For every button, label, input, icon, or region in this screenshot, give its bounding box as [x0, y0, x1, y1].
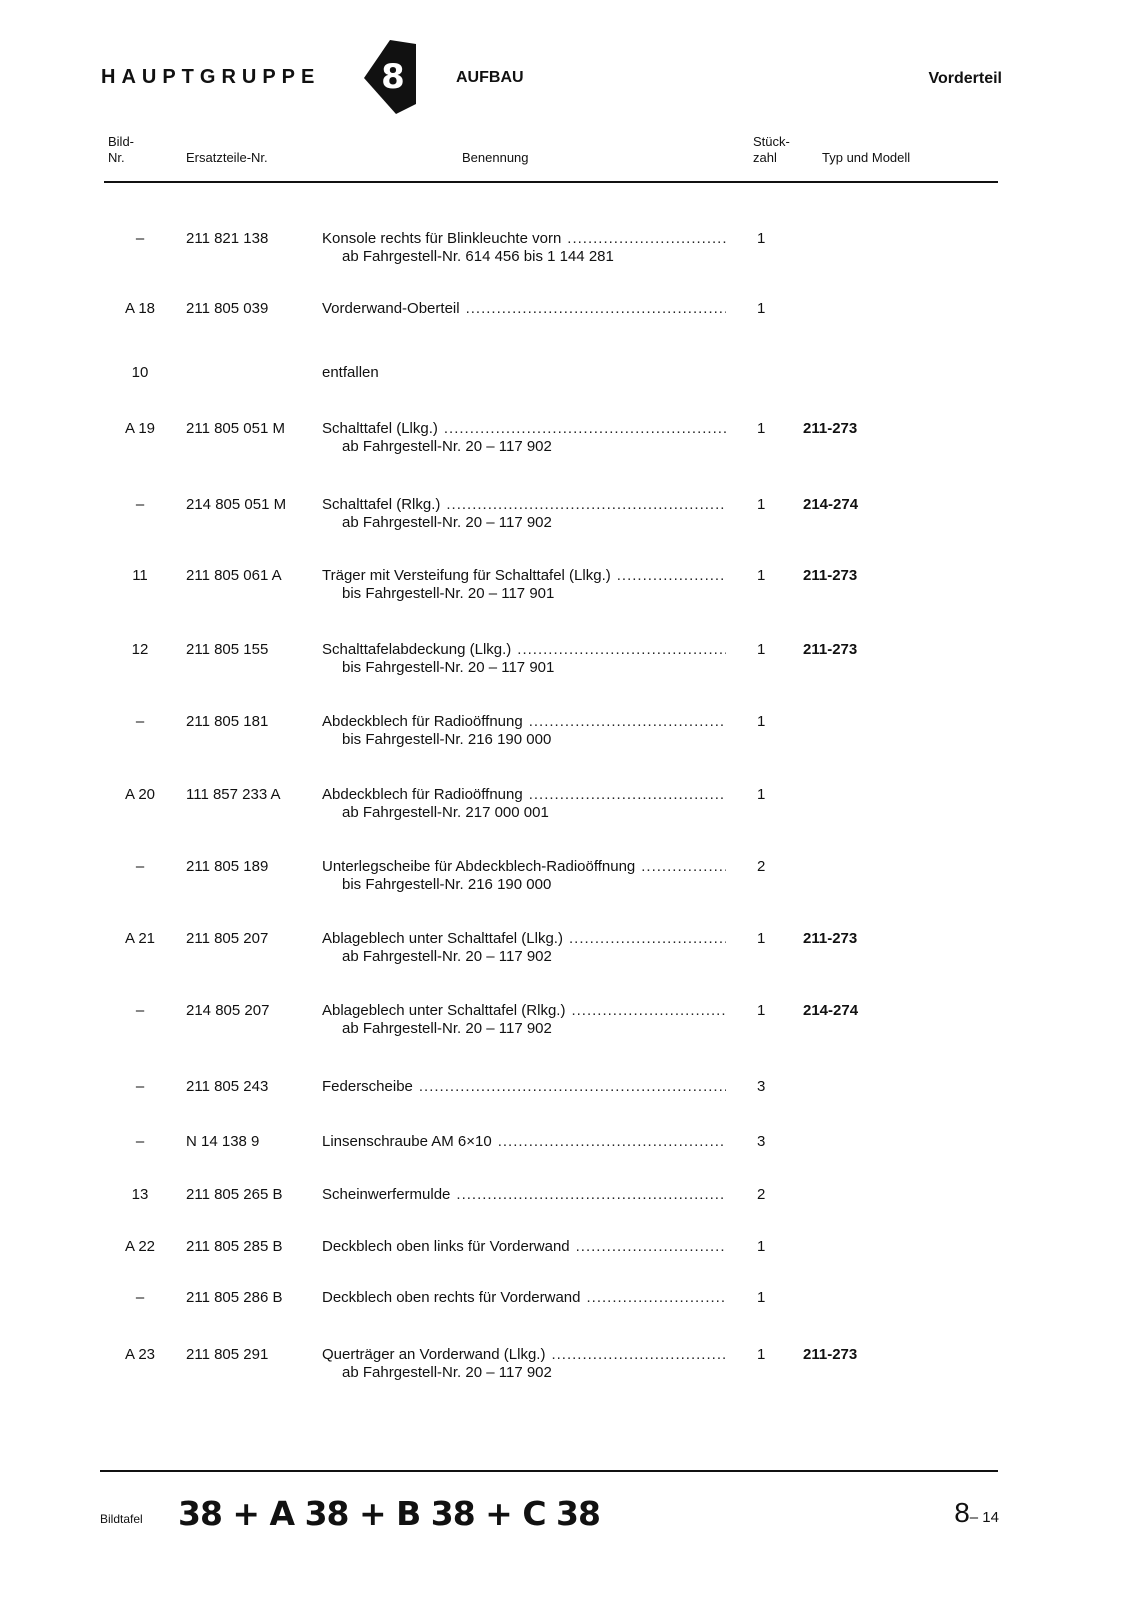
cell-benennung	[322, 1289, 726, 1306]
cell-stueckzahl: 1	[757, 786, 766, 803]
dot-leader	[576, 1238, 726, 1255]
main-group-label: HAUPTGRUPPE	[101, 66, 321, 88]
table-row	[0, 641, 1142, 687]
benennung-text: Federscheibe	[322, 1078, 413, 1095]
cell-bild-nr: –	[135, 1002, 145, 1019]
cell-benennung	[322, 1238, 726, 1255]
cell-bild-nr: 12	[131, 641, 149, 658]
dot-leader	[569, 930, 726, 947]
cell-bild-nr: –	[135, 858, 145, 875]
cell-benennung	[322, 858, 726, 893]
bildtafel-value: 38 + A 38 + B 38 + C 38	[178, 1494, 600, 1533]
cell-stueckzahl: 1	[757, 1238, 766, 1255]
header-divider	[104, 181, 998, 183]
benennung-subtext: ab Fahrgestell-Nr. 614 456 bis 1 144 281	[342, 248, 614, 265]
benennung-subtext: ab Fahrgestell-Nr. 20 – 117 902	[342, 514, 552, 531]
dot-leader	[571, 1002, 726, 1019]
benennung-subtext: ab Fahrgestell-Nr. 20 – 117 902	[342, 1020, 552, 1037]
benennung-subtext: bis Fahrgestell-Nr. 216 190 000	[342, 876, 552, 893]
dot-leader	[419, 1078, 726, 1095]
table-row	[0, 364, 1142, 410]
cell-stueckzahl: 1	[757, 641, 766, 658]
column-header-bild-nr	[108, 134, 134, 166]
cell-stueckzahl: 1	[757, 1346, 766, 1363]
cell-ersatzteile-nr: 214 805 207	[186, 1002, 270, 1019]
cell-stueckzahl: 3	[757, 1133, 766, 1150]
benennung-text: Konsole rechts für Blinkleuchte vorn	[322, 230, 562, 247]
benennung-text: Abdeckblech für Radioöffnung	[322, 786, 523, 803]
benennung-text: Träger mit Versteifung für Schalttafel (Llkg.)	[322, 567, 611, 584]
cell-stueckzahl: 1	[757, 713, 766, 730]
benennung-text: Unterlegscheibe für Abdeckblech-Radioöffnung	[322, 858, 636, 875]
cell-ersatzteile-nr: 211 805 051 M	[186, 420, 285, 437]
table-row	[0, 1346, 1142, 1392]
footer-divider	[100, 1470, 998, 1472]
benennung-line	[322, 364, 726, 381]
cell-stueckzahl: 1	[757, 230, 766, 247]
benennung-line	[322, 641, 726, 658]
cell-stueckzahl: 1	[757, 567, 766, 584]
cell-ersatzteile-nr: 214 805 051 M	[186, 496, 287, 513]
table-row	[0, 1078, 1142, 1124]
cell-ersatzteile-nr: 211 805 039	[186, 300, 269, 317]
benennung-text: Vorderwand-Oberteil	[322, 300, 460, 317]
cell-benennung	[322, 496, 726, 531]
cell-benennung	[322, 1186, 726, 1203]
cell-ersatzteile-nr: 211 805 155	[186, 641, 269, 658]
cell-benennung	[322, 364, 726, 381]
benennung-line	[322, 786, 726, 803]
cell-typ-modell: 214-274	[803, 496, 859, 513]
benennung-line	[322, 300, 726, 317]
table-row	[0, 1002, 1142, 1048]
benennung-line	[322, 858, 726, 875]
dot-leader	[586, 1289, 726, 1306]
dot-leader	[446, 496, 726, 513]
cell-typ-modell: 211-273	[803, 641, 858, 658]
benennung-line	[322, 1238, 726, 1255]
table-row	[0, 567, 1142, 613]
cell-bild-nr: 11	[132, 567, 148, 584]
cell-stueckzahl: 1	[757, 496, 766, 513]
cell-bild-nr: –	[135, 496, 145, 513]
table-row	[0, 1289, 1142, 1335]
cell-benennung	[322, 641, 726, 676]
cell-bild-nr: A 19	[124, 420, 156, 437]
table-row	[0, 300, 1142, 346]
cell-bild-nr: –	[135, 1078, 145, 1095]
cell-ersatzteile-nr: 211 805 189	[186, 858, 269, 875]
cell-typ-modell: 211-273	[803, 420, 858, 437]
cell-bild-nr: A 23	[124, 1346, 156, 1363]
benennung-text: Ablageblech unter Schalttafel (Rlkg.)	[322, 1002, 566, 1019]
cell-typ-modell: 211-273	[803, 567, 858, 584]
column-header-typ-modell: Typ und Modell	[822, 150, 911, 165]
benennung-text: Schalttafel (Llkg.)	[322, 420, 438, 437]
cell-ersatzteile-nr: 211 805 243	[186, 1078, 269, 1095]
benennung-line	[322, 496, 726, 513]
cell-ersatzteile-nr: N 14 138 9	[186, 1133, 260, 1150]
benennung-subtext: ab Fahrgestell-Nr. 20 – 117 902	[342, 1364, 552, 1381]
benennung-subtext: ab Fahrgestell-Nr. 217 000 001	[342, 804, 549, 821]
table-row	[0, 1133, 1142, 1179]
cell-ersatzteile-nr: 211 805 181	[186, 713, 269, 730]
cell-bild-nr: A 18	[124, 300, 156, 317]
cell-typ-modell: 211-273	[803, 1346, 858, 1363]
benennung-subtext: bis Fahrgestell-Nr. 216 190 000	[342, 731, 552, 748]
column-header-ersatzteile-nr: Ersatzteile-Nr.	[186, 150, 268, 165]
cell-bild-nr: –	[135, 1289, 145, 1306]
benennung-subtext: ab Fahrgestell-Nr. 20 – 117 902	[342, 438, 552, 455]
table-row	[0, 930, 1142, 976]
cell-stueckzahl: 2	[757, 1186, 766, 1203]
table-row	[0, 420, 1142, 466]
benennung-text: Scheinwerfermulde	[322, 1186, 451, 1203]
cell-ersatzteile-nr: 211 805 285 B	[186, 1238, 283, 1255]
column-header-benennung: Benennung	[462, 150, 529, 165]
cell-benennung	[322, 420, 726, 455]
cell-benennung	[322, 300, 726, 317]
benennung-text: Abdeckblech für Radioöffnung	[322, 713, 523, 730]
cell-stueckzahl: 1	[757, 300, 766, 317]
cell-stueckzahl: 3	[757, 1078, 766, 1095]
dot-leader	[529, 786, 726, 803]
benennung-text: Schalttafel (Rlkg.)	[322, 496, 441, 513]
dot-leader	[498, 1133, 726, 1150]
cell-ersatzteile-nr: 211 805 061 A	[186, 567, 282, 584]
table-row	[0, 1186, 1142, 1232]
benennung-line	[322, 1186, 726, 1203]
benennung-text: Schalttafelabdeckung (Llkg.)	[322, 641, 512, 658]
page-number-sub: – 14	[969, 1509, 999, 1526]
bildtafel-label: Bildtafel	[100, 1512, 143, 1526]
cell-benennung	[322, 1133, 726, 1150]
cell-bild-nr: 10	[131, 364, 149, 381]
column-header-bild-nr-text: Bild- Nr.	[108, 134, 135, 165]
cell-bild-nr: A 22	[124, 1238, 156, 1255]
cell-stueckzahl: 1	[757, 930, 766, 947]
benennung-text: Deckblech oben rechts für Vorderwand	[322, 1289, 581, 1306]
benennung-line	[322, 567, 726, 584]
table-row	[0, 713, 1142, 759]
cell-stueckzahl: 1	[757, 1289, 766, 1306]
cell-typ-modell: 211-273	[803, 930, 858, 947]
column-header-stueckzahl-text: Stück- zahl	[753, 134, 790, 165]
section-title: Vorderteil	[928, 70, 1002, 87]
cell-typ-modell: 214-274	[803, 1002, 859, 1019]
cell-ersatzteile-nr: 211 805 207	[186, 930, 269, 947]
cell-bild-nr: –	[135, 1133, 145, 1150]
cell-stueckzahl: 1	[757, 1002, 766, 1019]
table-row	[0, 496, 1142, 542]
cell-benennung	[322, 1078, 726, 1095]
dot-leader	[617, 567, 726, 584]
benennung-line	[322, 930, 726, 947]
benennung-text: Linsenschraube AM 6×10	[322, 1133, 492, 1150]
benennung-line	[322, 1078, 726, 1095]
group-number-badge	[360, 38, 418, 116]
cell-ersatzteile-nr: 211 805 286 B	[186, 1289, 283, 1306]
dot-leader	[466, 300, 726, 317]
benennung-line	[322, 713, 726, 730]
cell-stueckzahl: 1	[757, 420, 766, 437]
dot-leader	[517, 641, 726, 658]
benennung-text: Deckblech oben links für Vorderwand	[322, 1238, 570, 1255]
page-number-main: 8	[954, 1497, 970, 1528]
benennung-line	[322, 1002, 726, 1019]
benennung-line	[322, 420, 726, 437]
benennung-subtext: bis Fahrgestell-Nr. 20 – 117 901	[342, 659, 555, 676]
benennung-text: entfallen	[322, 364, 379, 381]
benennung-line	[322, 1289, 726, 1306]
cell-bild-nr: 13	[131, 1186, 149, 1203]
benennung-line	[322, 1346, 726, 1363]
cell-ersatzteile-nr: 211 805 265 B	[186, 1186, 283, 1203]
cell-benennung	[322, 930, 726, 965]
table-row	[0, 858, 1142, 904]
cell-benennung	[322, 1002, 726, 1037]
page-number	[954, 1497, 999, 1529]
benennung-line	[322, 1133, 726, 1150]
cell-benennung	[322, 567, 726, 602]
cell-ersatzteile-nr: 211 821 138	[186, 230, 269, 247]
cell-ersatzteile-nr: 111 857 233 A	[186, 786, 281, 803]
dot-leader	[444, 420, 726, 437]
benennung-text: Querträger an Vorderwand (Llkg.)	[322, 1346, 546, 1363]
cell-benennung	[322, 713, 726, 748]
benennung-line	[322, 230, 726, 247]
group-name: AUFBAU	[456, 69, 524, 86]
table-row	[0, 786, 1142, 832]
dot-leader	[567, 230, 726, 247]
benennung-subtext: ab Fahrgestell-Nr. 20 – 117 902	[342, 948, 552, 965]
table-row	[0, 230, 1142, 276]
column-header-stueckzahl	[753, 134, 790, 166]
cell-ersatzteile-nr: 211 805 291	[186, 1346, 269, 1363]
benennung-subtext: bis Fahrgestell-Nr. 20 – 117 901	[342, 585, 555, 602]
benennung-text: Ablageblech unter Schalttafel (Llkg.)	[322, 930, 563, 947]
cell-bild-nr: A 21	[124, 930, 156, 947]
dot-leader	[529, 713, 726, 730]
table-row	[0, 1238, 1142, 1284]
cell-benennung	[322, 786, 726, 821]
group-number: 8	[381, 57, 405, 97]
cell-bild-nr: –	[135, 713, 145, 730]
dot-leader	[456, 1186, 726, 1203]
dot-leader	[641, 858, 726, 875]
cell-benennung	[322, 1346, 726, 1381]
dot-leader	[551, 1346, 726, 1363]
cell-bild-nr: A 20	[124, 786, 156, 803]
cell-bild-nr: –	[135, 230, 145, 247]
cell-stueckzahl: 2	[757, 858, 766, 875]
cell-benennung	[322, 230, 726, 265]
